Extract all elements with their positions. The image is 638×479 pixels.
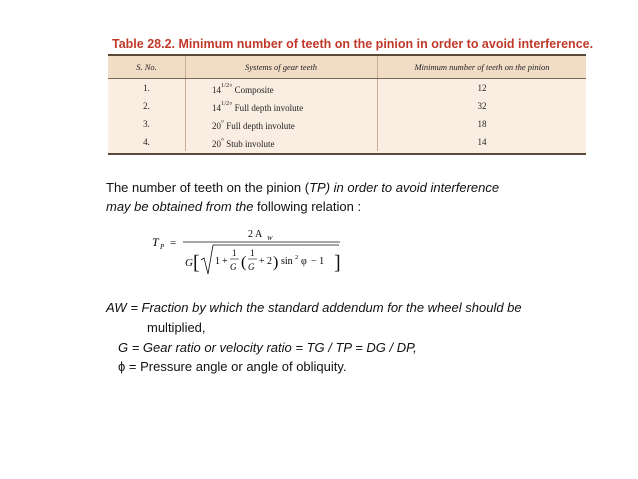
row-sno: 3. [108, 115, 186, 133]
def-g-text: G = Gear ratio or velocity ratio = TG / TP = DG / DP, [118, 340, 417, 355]
system-name: Stub involute [224, 138, 275, 149]
paren-open-icon: ( [241, 254, 247, 271]
degree-symbol: ° [229, 99, 233, 109]
paren-close-icon: ) [273, 254, 279, 271]
phi-symbol: ϕ [118, 359, 126, 374]
row-sno: 1. [108, 79, 186, 98]
formula-phi: φ [301, 256, 307, 267]
formula-lhs: T [152, 235, 159, 249]
formula-G: G [185, 257, 193, 269]
table-row [108, 79, 586, 98]
def-pressure-angle [118, 359, 347, 375]
formula-sin: sin [281, 256, 293, 267]
formula-numerator: 2 A [248, 229, 263, 240]
pinion-teeth-formula [150, 224, 350, 280]
degree-symbol: ° [221, 135, 224, 145]
row-min-teeth: 18 [477, 119, 487, 129]
formula-sq: 2 [295, 254, 299, 261]
formula-frac2-num: 1 [250, 248, 255, 258]
def-phi-text: = Pressure angle or angle of obliquity. [125, 359, 347, 374]
row-sno: 2. [108, 97, 186, 115]
intro-text: following relation : [253, 199, 362, 214]
formula-lhs-sub: P [160, 243, 165, 251]
system-name: Composite [232, 84, 274, 95]
angle-value: 20 [212, 138, 221, 149]
def-aw-text: AW = Fraction by which the standard addendum for the wheel should be [106, 300, 522, 315]
angle-value: 14 [212, 84, 221, 95]
row-sno: 4. [108, 133, 186, 151]
row-min-teeth: 32 [477, 101, 487, 111]
table-row [108, 97, 586, 115]
bracket-open-icon: [ [193, 252, 200, 274]
angle-value: 14 [212, 102, 221, 113]
degree-symbol: ° [229, 81, 233, 91]
formula-minus-one: − 1 [311, 256, 325, 267]
formula-frac2-den: G [248, 262, 255, 272]
intro-text-italic: may be obtained from the [106, 199, 254, 214]
formula-equals: = [170, 237, 177, 249]
row-system [186, 79, 378, 98]
row-min-teeth: 14 [477, 137, 487, 147]
header-sno: S. No. [108, 56, 186, 79]
formula-plus: + [222, 256, 228, 267]
row-system [186, 97, 378, 115]
row-system [186, 133, 378, 151]
intro-line-1 [106, 180, 499, 196]
formula-numerator-sub: W [267, 235, 273, 242]
header-min-teeth: Minimum number of teeth on the pinion [378, 56, 587, 79]
angle-value: 20 [212, 120, 221, 131]
table-header-row [108, 56, 586, 79]
angle-fraction: 1/2 [221, 81, 230, 89]
intro-text: The number of teeth on the pinion ( [106, 180, 310, 195]
def-aw-line-2 [147, 320, 206, 336]
formula-plus: + [259, 256, 265, 267]
gear-teeth-table [108, 54, 586, 155]
degree-symbol: ° [221, 117, 224, 127]
angle-fraction: 1/2 [221, 99, 230, 107]
def-gear-ratio [118, 340, 417, 356]
def-aw-line-1 [106, 300, 522, 316]
def-aw-text: multiplied, [147, 320, 206, 335]
intro-text-italic: TP) in order to avoid interference [309, 180, 500, 195]
formula-two: 2 [267, 256, 272, 267]
formula-frac1-num: 1 [232, 248, 237, 258]
header-system: Systems of gear teeth [186, 56, 378, 79]
table-row [108, 133, 586, 151]
bracket-close-icon: ] [334, 252, 341, 274]
row-min-teeth: 12 [477, 83, 487, 93]
formula-one: 1 [215, 256, 220, 267]
row-system [186, 115, 378, 133]
intro-line-2 [106, 199, 361, 215]
system-name: Full depth involute [224, 120, 295, 131]
formula-frac1-den: G [230, 262, 237, 272]
table-title: Table 28.2. Minimum number of teeth on the pinion in order to avoid interference. [112, 37, 594, 51]
table-row [108, 115, 586, 133]
system-name: Full depth involute [232, 102, 304, 113]
